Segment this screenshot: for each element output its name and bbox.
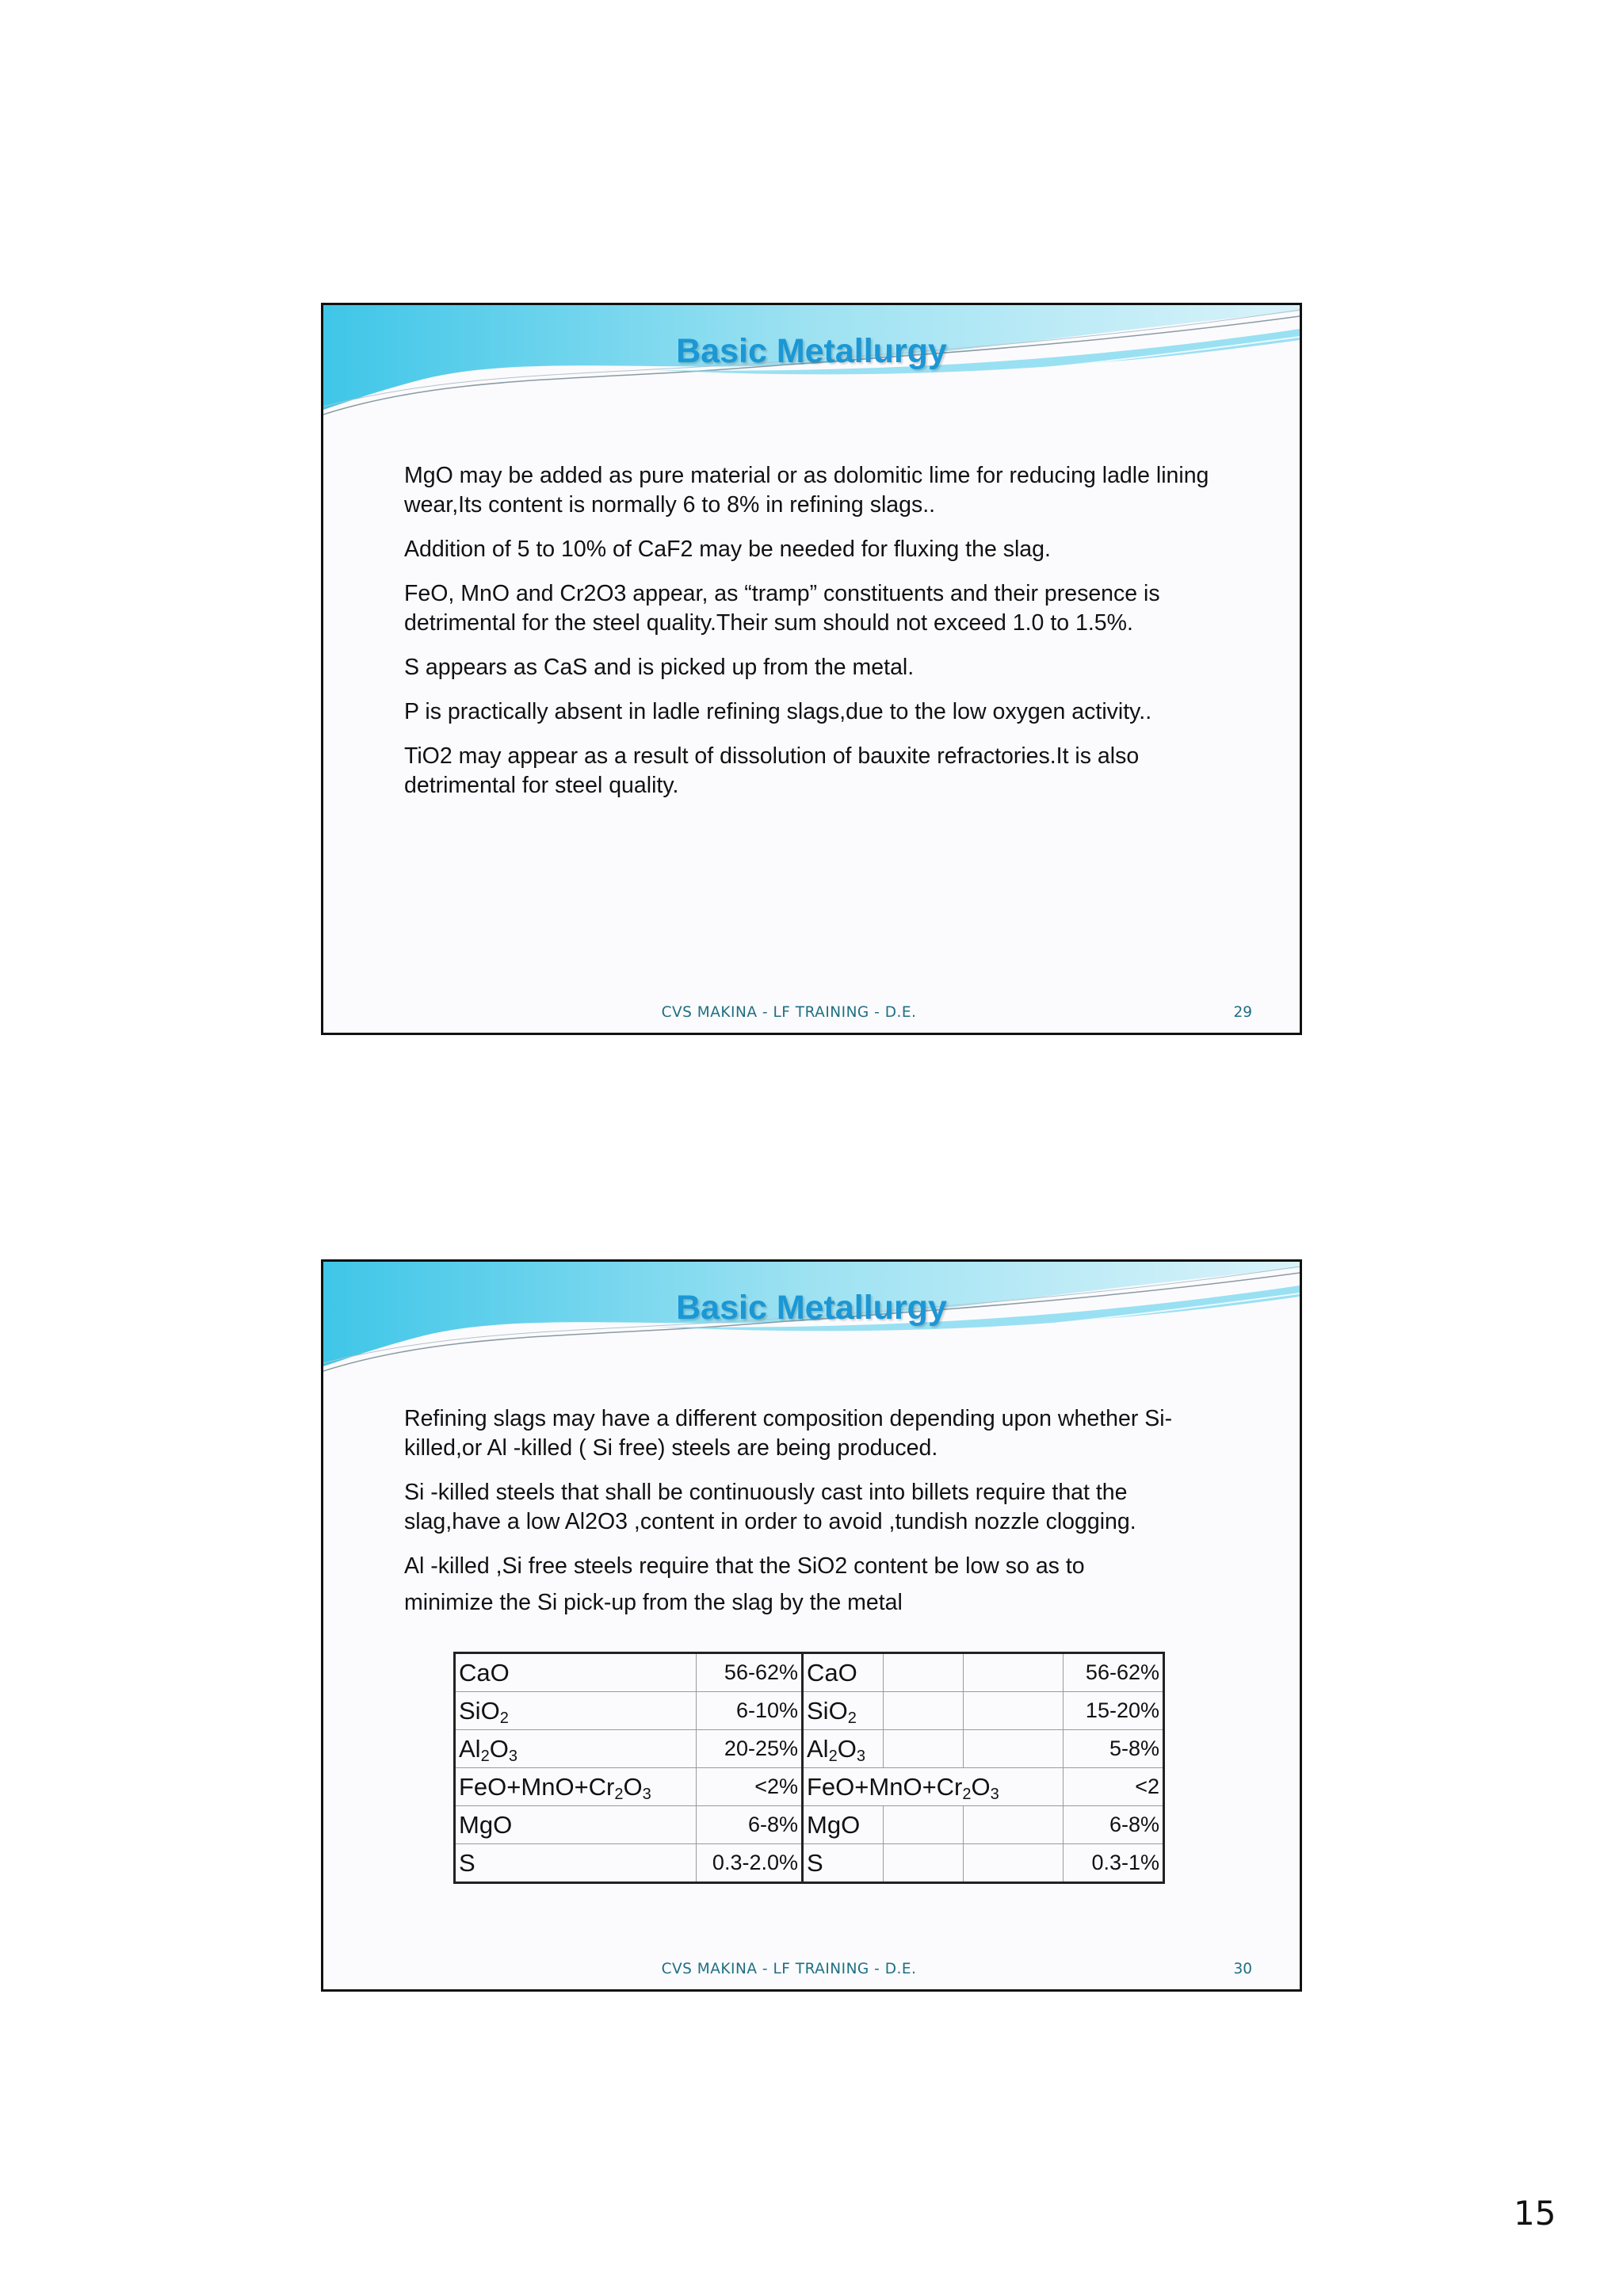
empty-cell (964, 1730, 1064, 1768)
right-compound: SiO$_2$ (803, 1692, 884, 1730)
right-compound: MgO (803, 1806, 884, 1844)
left-compound: SiO$_2$ (455, 1692, 697, 1730)
right-value: 5-8% (1064, 1730, 1164, 1768)
document-page-number: 15 (1514, 2194, 1556, 2233)
paragraph: minimize the Si pick-up from the slag by the metal (404, 1590, 903, 1615)
empty-cell (884, 1730, 964, 1768)
empty-cell (884, 1844, 964, 1883)
table-row (455, 1768, 1164, 1806)
empty-cell (964, 1806, 1064, 1844)
left-compound: S (455, 1844, 697, 1883)
paragraph: Refining slags may have a different composition depending upon whether Si-killed,or Al -killed ( Si free) steels are being produced. (404, 1406, 1173, 1461)
slide-title: Basic Metallurgy (676, 1289, 947, 1327)
left-value: 0.3-2.0% (697, 1844, 803, 1883)
footer-text: CVS MAKINA - LF TRAINING - D.E. (661, 1961, 917, 1977)
right-value: <2 (1064, 1768, 1164, 1806)
paragraph: P is practically absent in ladle refining slags,due to the low oxygen activity.. (404, 699, 1152, 724)
slag-composition-table (453, 1652, 1165, 1884)
right-compound: S (803, 1844, 884, 1883)
paragraph: Addition of 5 to 10% of CaF2 may be needed for fluxing the slag. (404, 537, 1051, 562)
right-compound: CaO (803, 1653, 884, 1692)
slide-30 (321, 1259, 1302, 1992)
table-row (455, 1653, 1164, 1692)
paragraph: TiO2 may appear as a result of dissolution of bauxite refractories.It is also detrimental for steel quality. (404, 743, 1140, 798)
left-compound: $Al_2O_3$ (455, 1730, 697, 1768)
right-compound: $Al_2O_3$ (803, 1730, 884, 1768)
left-value: 6-10% (697, 1692, 803, 1730)
left-compound: MgO (455, 1806, 697, 1844)
table-row (455, 1692, 1164, 1730)
footer-text: CVS MAKINA - LF TRAINING - D.E. (661, 1004, 917, 1021)
right-value: 6-8% (1064, 1806, 1164, 1844)
slide-number: 30 (1233, 1961, 1252, 1977)
left-compound: $FeO+MnO+Cr_2O_3$ (455, 1768, 697, 1806)
left-value: 20-25% (697, 1730, 803, 1768)
paragraph: FeO, MnO and Cr2O3 appear, as “tramp” constituents and their presence is detrimental for the steel quality.Their sum should not exceed 1.0 to 1.5%. (404, 581, 1160, 636)
slide-title: Basic Metallurgy (676, 332, 947, 370)
table-row (455, 1730, 1164, 1768)
right-value: 56-62% (1064, 1653, 1164, 1692)
left-value: 6-8% (697, 1806, 803, 1844)
right-value: 0.3-1% (1064, 1844, 1164, 1883)
paragraph: MgO may be added as pure material or as dolomitic lime for reducing ladle lining wear,Its content is normally 6 to 8% in refining slags.. (404, 463, 1209, 518)
empty-cell (884, 1692, 964, 1730)
slide-29 (321, 303, 1302, 1035)
empty-cell (964, 1653, 1064, 1692)
right-compound: $FeO+MnO+Cr_2O_3$ (803, 1768, 1064, 1806)
empty-cell (964, 1692, 1064, 1730)
paragraph: Al -killed ,Si free steels require that the SiO2 content be low so as to (404, 1553, 1085, 1579)
empty-cell (964, 1844, 1064, 1883)
left-compound: CaO (455, 1653, 697, 1692)
slide-body (404, 461, 1220, 816)
left-value: <2% (697, 1768, 803, 1806)
table-row (455, 1844, 1164, 1883)
slide-body (404, 1404, 1220, 1633)
paragraph: Si -killed steels that shall be continuously cast into billets require that the slag,have a low Al2O3 ,content in order to avoid ,tundish nozzle clogging. (404, 1480, 1136, 1534)
right-value: 15-20% (1064, 1692, 1164, 1730)
paragraph: S appears as CaS and is picked up from the metal. (404, 655, 915, 680)
table-row (455, 1806, 1164, 1844)
empty-cell (884, 1806, 964, 1844)
slide-number: 29 (1233, 1004, 1252, 1021)
left-value: 56-62% (697, 1653, 803, 1692)
empty-cell (884, 1653, 964, 1692)
